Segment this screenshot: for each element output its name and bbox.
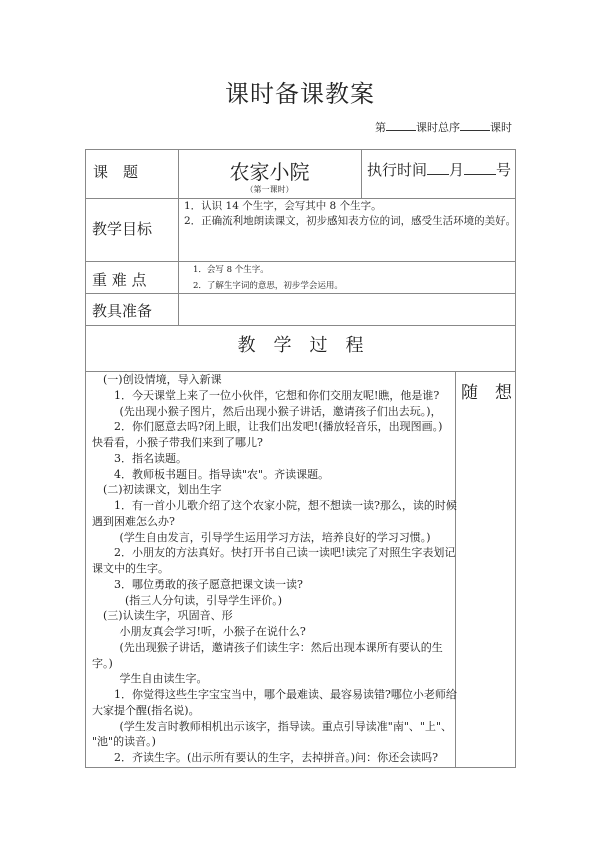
process-line: 2．齐读生字。(出示所有要认的生字，去掉拼音。)问：你还会读吗? xyxy=(114,751,438,764)
process-line: (先出现小猴子图片，然后出现小猴子讲话，邀请孩子们出去玩。)， xyxy=(119,404,442,418)
lesson-prefix: 第 xyxy=(375,121,386,134)
goal-item: 1．认识 14 个生字，会写其中 8 个生字。 xyxy=(184,200,382,212)
process-line: 2．小朋友的方法真好。快打开书自己读一读吧!读完了对照生字表划记 xyxy=(114,546,456,560)
process-line: (先出现猴子讲话，邀请孩子们读生字：然后出现本课所有要认的生 xyxy=(119,640,443,654)
notes-label: 随 想 xyxy=(461,383,512,403)
process-line: 小朋友真会学习!听，小猴子在说什么? xyxy=(119,625,306,638)
divider xyxy=(455,371,456,767)
lesson-topic: 农家小院 xyxy=(229,160,310,184)
process-line: 3．哪位勇敢的孩子愿意把课文读一读? xyxy=(114,577,303,591)
process-line: 4．教师板书题目。指导读"农"。齐读课题。 xyxy=(114,467,330,481)
process-line: "池"的读音。) xyxy=(92,735,156,749)
topic-label: 课 题 xyxy=(93,163,139,181)
goals-label: 教学目标 xyxy=(92,220,153,238)
exec-month: 月 xyxy=(449,161,465,179)
process-line: 2．你们愿意去吗?闭上眼，让我们出发吧!(播放轻音乐，出现图画。) xyxy=(114,420,443,434)
process-line: 1．有一首小儿歌介绍了这个农家小院，想不想读一读?那么，读的时候 xyxy=(114,499,457,512)
process-line: 遇到困难怎么办? xyxy=(92,514,175,528)
process-line: 大家提个醒(指名说)。 xyxy=(92,703,200,717)
process-line: 快看看，小猴子带我们来到了哪儿? xyxy=(92,436,263,449)
process-line: (学生发言时教师相机出示该字，指导读。重点引导读准"南"、"上"、 xyxy=(119,719,453,733)
blank-line xyxy=(427,160,449,175)
process-line: 3．指名读题。 xyxy=(114,451,187,465)
blank-line xyxy=(386,120,416,131)
lesson-number-line xyxy=(375,119,512,135)
exec-day: 号 xyxy=(496,161,512,179)
lesson-period: （第一课时） xyxy=(245,185,294,194)
tools-label: 教具准备 xyxy=(92,302,153,320)
lesson-suffix: 课时 xyxy=(490,121,512,134)
page-title: 课时备课教案 xyxy=(225,80,375,108)
key-points-label: 重 难 点 xyxy=(92,271,147,289)
lesson-middle: 课时总序 xyxy=(416,121,460,134)
key-point-item: 1．会写 8 个生字。 xyxy=(193,265,269,275)
exec-time-label: 执行时间 xyxy=(367,161,428,179)
divider xyxy=(361,150,362,198)
process-line: (一)创设情境，导入新课 xyxy=(103,373,222,386)
process-line: 1．你觉得这些生字宝宝当中，哪个最难读、最容易读错?哪位小老师给 xyxy=(114,688,457,701)
process-line: 字。) xyxy=(92,656,113,670)
process-line: (指三人分句读，引导学生评价。) xyxy=(125,593,283,607)
lesson-plan-table xyxy=(85,149,516,768)
key-point-item: 2．了解生字词的意思，初步学会运用。 xyxy=(193,281,343,291)
goal-item: 2．正确流利地朗读课文，初步感知表方位的词，感受生活环境的美好。 xyxy=(184,215,517,227)
process-line: (二)初读课文，划出生字 xyxy=(103,483,222,497)
process-line: (学生自由发言，引导学生运用学习方法，培养良好的学习习惯。) xyxy=(119,530,431,544)
process-line: 1．今天课堂上来了一位小伙伴，它想和你们交朋友呢!瞧，他是谁? xyxy=(114,388,440,402)
process-line: (三)认读生字，巩固音、形 xyxy=(103,609,233,623)
process-content xyxy=(92,372,457,767)
key-points-list xyxy=(193,262,343,294)
goals-list xyxy=(184,199,516,229)
execution-time xyxy=(367,159,511,180)
process-line: 学生自由读生字。 xyxy=(119,672,208,686)
process-line: 课文中的生字。 xyxy=(92,562,169,575)
blank-line xyxy=(464,160,496,175)
divider xyxy=(86,325,515,326)
process-title: 教 学 过 程 xyxy=(237,335,364,356)
blank-line xyxy=(460,120,490,131)
